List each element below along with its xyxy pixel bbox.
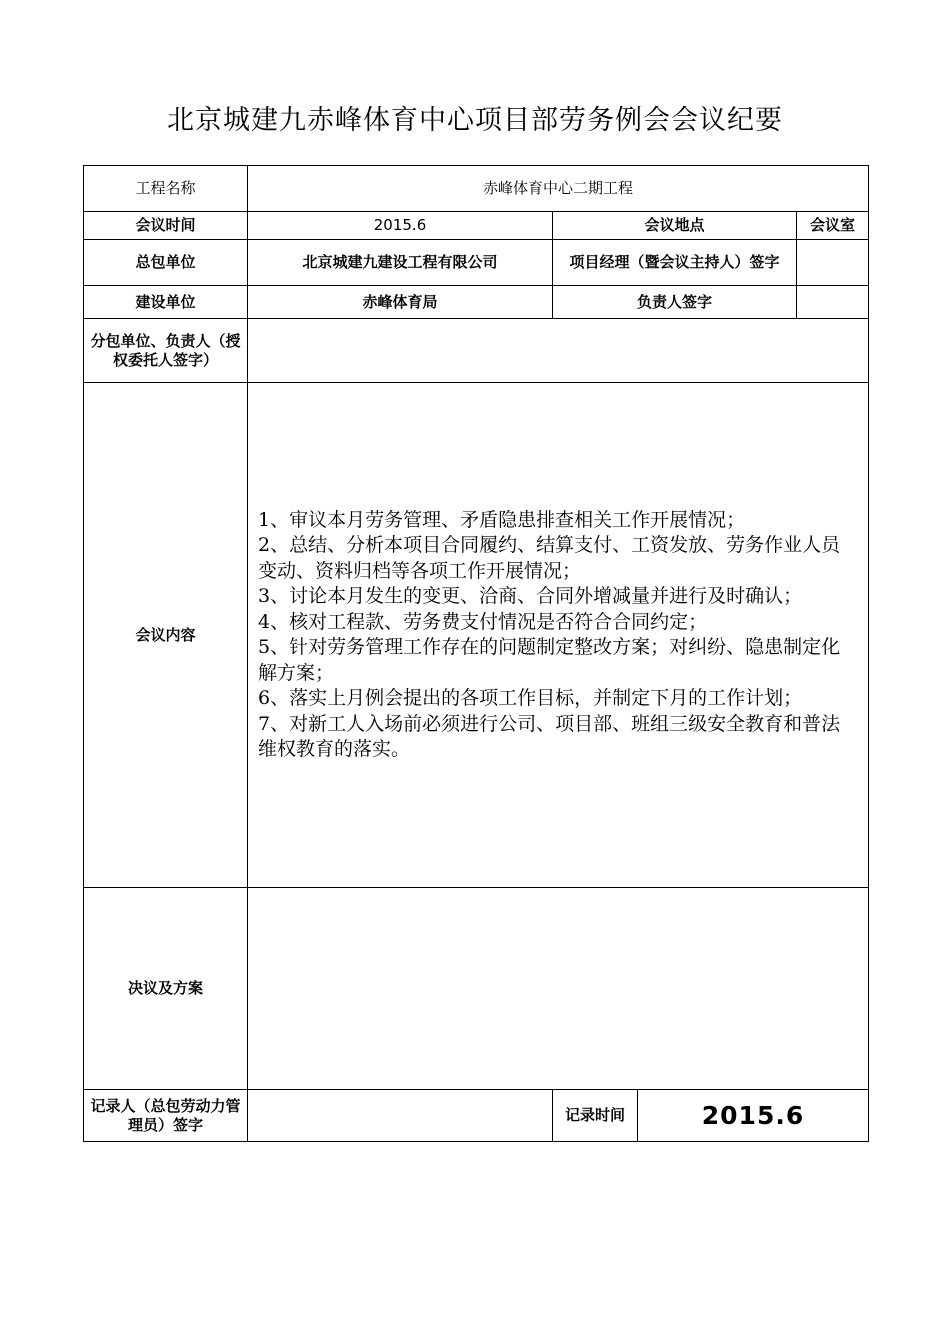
row-resolution bbox=[84, 888, 869, 1090]
resolution-field[interactable] bbox=[248, 888, 869, 1090]
meeting-place-value[interactable]: 会议室 bbox=[797, 212, 869, 240]
content-item: 4、核对工程款、劳务费支付情况是否符合合同约定； bbox=[258, 610, 708, 633]
content-body[interactable] bbox=[248, 383, 869, 888]
meeting-time-value[interactable]: 2015.6 bbox=[248, 212, 553, 240]
row-project-name bbox=[84, 166, 869, 212]
project-name-label: 工程名称 bbox=[84, 166, 248, 212]
document-title: 北京城建九赤峰体育中心项目部劳务例会会议纪要 bbox=[167, 105, 783, 136]
owner-label: 建设单位 bbox=[84, 286, 248, 319]
project-name-value[interactable]: 赤峰体育中心二期工程 bbox=[248, 166, 869, 212]
row-recorder bbox=[84, 1090, 869, 1142]
record-time-label: 记录时间 bbox=[553, 1090, 638, 1142]
pm-sign-label: 项目经理（暨会议主持人）签字 bbox=[553, 240, 797, 286]
row-meeting-content bbox=[84, 383, 869, 888]
owner-value[interactable]: 赤峰体育局 bbox=[248, 286, 553, 319]
resolution-label: 决议及方案 bbox=[84, 888, 248, 1090]
recorder-sign-field[interactable] bbox=[248, 1090, 553, 1142]
subcontractor-field[interactable] bbox=[248, 319, 869, 383]
content-item: 3、讨论本月发生的变更、洽商、合同外增减量并进行及时确认； bbox=[258, 585, 803, 607]
pm-sign-field[interactable] bbox=[797, 240, 869, 286]
responsible-sign-field[interactable] bbox=[797, 286, 869, 319]
responsible-sign-label: 负责人签字 bbox=[553, 286, 797, 319]
general-contractor-value[interactable]: 北京城建九建设工程有限公司 bbox=[248, 240, 553, 286]
content-item: 1、审议本月劳务管理、矛盾隐患排查相关工作开展情况； bbox=[258, 508, 746, 531]
row-owner bbox=[84, 286, 869, 319]
content-label: 会议内容 bbox=[84, 383, 248, 888]
content-item: 6、落实上月例会提出的各项工作目标，并制定下月的工作计划； bbox=[258, 687, 803, 709]
meeting-minutes-form bbox=[83, 165, 869, 1142]
recorder-label: 记录人（总包劳动力管理员）签字 bbox=[84, 1090, 248, 1142]
row-meeting-time bbox=[84, 212, 869, 240]
meeting-time-label: 会议时间 bbox=[84, 212, 248, 240]
general-contractor-label: 总包单位 bbox=[84, 240, 248, 286]
content-item: 5、针对劳务管理工作存在的问题制定整改方案；对纠纷、隐患制定化解方案； bbox=[258, 636, 841, 684]
content-item: 2、总结、分析本项目合同履约、结算支付、工资发放、劳务作业人员变动、资料归档等各项工作开展情况； bbox=[258, 534, 841, 582]
subcontractor-label: 分包单位、负责人（授权委托人签字） bbox=[84, 319, 248, 383]
content-item: 7、对新工人入场前必须进行公司、项目部、班组三级安全教育和普法维权教育的落实。 bbox=[258, 712, 841, 760]
row-general-contractor bbox=[84, 240, 869, 286]
record-time-value[interactable]: 2015.6 bbox=[638, 1090, 869, 1142]
row-subcontractor bbox=[84, 319, 869, 383]
meeting-place-label: 会议地点 bbox=[553, 212, 797, 240]
